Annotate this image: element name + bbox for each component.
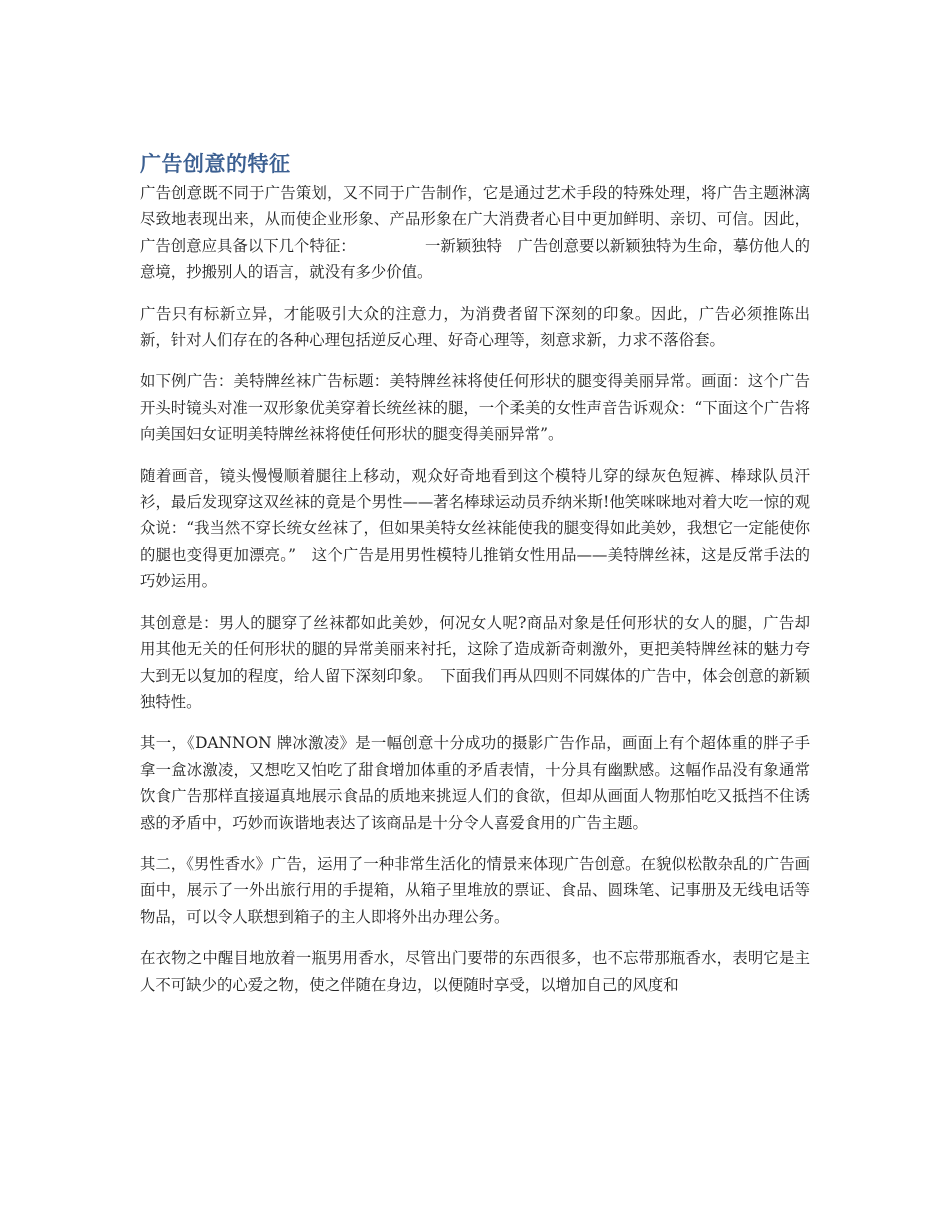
paragraph-example-one: 其一，《DANNON 牌冰激凌》是一幅创意十分成功的摄影广告作品，画面上有个超体重的胖子手拿一盒冰激凌，又想吃又怕吃了甜食增加体重的矛盾表情，十分具有幽默感。这幅作品没有象通常饮食广告那样直接逼真地展示食品的质地来挑逗人们的食欲，但却从画面人物那怕吃又抵挡不住诱惑的矛盾中，巧妙而诙谐地表达了该商品是十分令人喜爱食用的广告主题。 xyxy=(140,734,810,832)
paragraph-intro: 广告创意既不同于广告策划，又不同于广告制作，它是通过艺术手段的特殊处理，将广告主题淋漓尽致地表现出来，从而使企业形象、产品形象在广大消费者心目中更加鲜明、亲切、可信。因此，广告创意应具备以下几个特征： 一新颖独特 广告创意要以新颖独特为生命，摹仿他人的意境，抄搬别人的语言，就没有多少价值。 xyxy=(140,184,810,282)
paragraph-example-two: 其二，《男性香水》广告，运用了一种非常生活化的情景来体现广告创意。在貌似松散杂乱的广告画面中，展示了一外出旅行用的手提箱，从箱子里堆放的票证、食品、圆珠笔、记事册及无线电话等物品，可以令人联想到箱子的主人即将外出办理公务。 xyxy=(140,854,810,926)
paragraph-example-two-cont: 在衣物之中醒目地放着一瓶男用香水，尽管出门要带的东西很多，也不忘带那瓶香水，表明它是主人不可缺少的心爱之物，使之伴随在身边，以便随时享受，以增加自己的风度和 xyxy=(140,949,810,994)
paragraph-ad-analysis: 其创意是：男人的腿穿了丝袜都如此美妙，何况女人呢?商品对象是任何形状的女人的腿，广告却用其他无关的任何形状的腿的异常美丽来衬托，这除了造成新奇刺激外，更把美特牌丝袜的魅力夸大到无以复加的程度，给人留下深刻印象。 下面我们再从四则不同媒体的广告中，体会创意的新颖独特性。 xyxy=(140,613,810,711)
paragraph-ad-narrative: 随着画音，镜头慢慢顺着腿往上移动，观众好奇地看到这个模特儿穿的绿灰色短裤、棒球队员汗衫，最后发现穿这双丝袜的竟是个男性——著名棒球运动员乔纳米斯!他笑咪咪地对着大吃一惊的观众说：“我当然不穿长统女丝袜了，但如果美特女丝袜能使我的腿变得如此美妙，我想它一定能使你的腿也变得更加漂亮。” 这个广告是用男性模特儿推销女性用品——美特牌丝袜，这是反常手法的巧妙运用。 xyxy=(140,466,810,591)
document-body xyxy=(140,148,810,1013)
paragraph-example-ad: 如下例广告：美特牌丝袜广告标题：美特牌丝袜将使任何形状的腿变得美丽异常。画面：这个广告开头时镜头对准一双形象优美穿着长统丝袜的腿，一个柔美的女性声音告诉观众：“下面这个广告将向美国妇女证明美特牌丝袜将使任何形状的腿变得美丽异常”。 xyxy=(140,372,810,444)
page-title: 广告创意的特征 xyxy=(140,152,291,176)
paragraph-novelty: 广告只有标新立异，才能吸引大众的注意力，为消费者留下深刻的印象。因此，广告必须推陈出新，针对人们存在的各种心理包括逆反心理、好奇心理等，刻意求新，力求不落俗套。 xyxy=(140,304,810,350)
